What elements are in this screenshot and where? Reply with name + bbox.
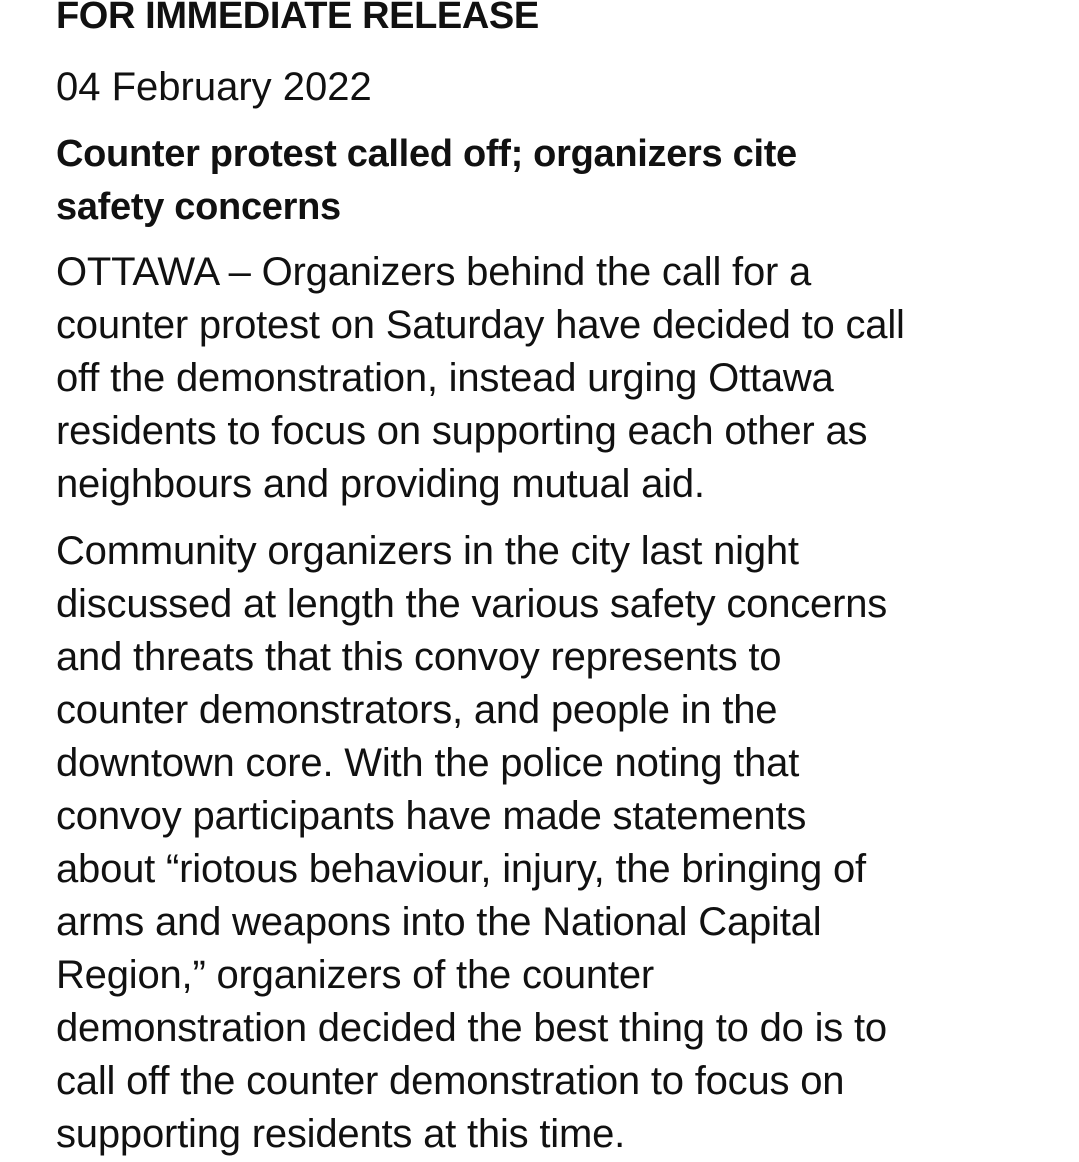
paragraph-line: about “riotous behaviour, injury, the bringing of	[56, 847, 866, 891]
paragraph-line: neighbours and providing mutual aid.	[56, 462, 705, 506]
lead-paragraph	[56, 246, 1046, 511]
release-date: 04 February 2022	[56, 65, 372, 109]
paragraph-line: counter demonstrators, and people in the	[56, 688, 778, 732]
headline	[56, 128, 956, 234]
paragraph-line: Region,” organizers of the counter	[56, 953, 654, 997]
paragraph-line: and threats that this convoy represents to	[56, 635, 782, 679]
paragraph-line: arms and weapons into the National Capital	[56, 900, 822, 944]
headline-line: safety concerns	[56, 186, 341, 228]
paragraph-line: OTTAWA – Organizers behind the call for a	[56, 250, 812, 294]
paragraph-line: demonstration decided the best thing to do is to	[56, 1006, 887, 1050]
paragraph-line: Community organizers in the city last night	[56, 529, 799, 573]
headline-line: Counter protest called off; organizers cite	[56, 133, 797, 175]
paragraph-line: residents to focus on supporting each other as	[56, 409, 868, 453]
release-label: FOR IMMEDIATE RELEASE	[56, 0, 539, 37]
paragraph-line: discussed at length the various safety concerns	[56, 582, 888, 626]
paragraph-line: counter protest on Saturday have decided to call	[56, 303, 905, 347]
paragraph-line: call off the counter demonstration to focus on	[56, 1059, 845, 1103]
paragraph-line: convoy participants have made statements	[56, 794, 807, 838]
paragraph-line: off the demonstration, instead urging Ottawa	[56, 356, 834, 400]
paragraph-line: supporting residents at this time.	[56, 1112, 626, 1156]
body-paragraph	[56, 525, 1046, 1161]
paragraph-line: downtown core. With the police noting that	[56, 741, 800, 785]
